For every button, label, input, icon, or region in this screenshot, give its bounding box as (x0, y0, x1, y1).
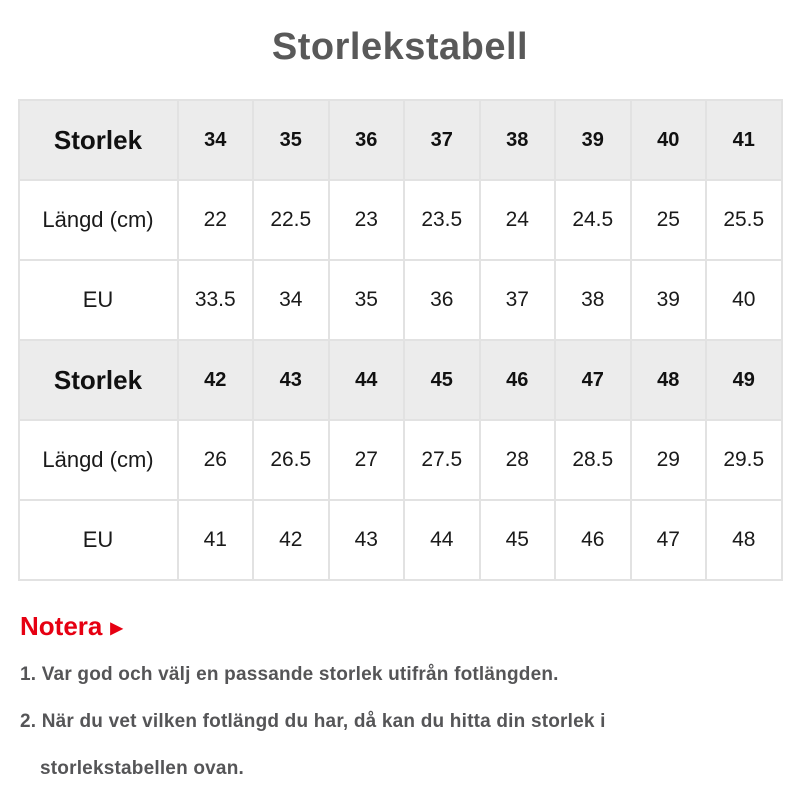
size-value-cell: 25.5 (706, 180, 782, 260)
row-label-cell: Längd (cm) (19, 180, 178, 260)
size-value-cell: 38 (555, 260, 631, 340)
size-value-cell: 48 (631, 340, 707, 420)
size-value-cell: 39 (631, 260, 707, 340)
size-value-cell: 26.5 (253, 420, 329, 500)
size-value-cell: 40 (706, 260, 782, 340)
size-value-cell: 24 (480, 180, 556, 260)
size-value-cell: 43 (329, 500, 405, 580)
size-value-cell: 49 (706, 340, 782, 420)
size-value-cell: 46 (555, 500, 631, 580)
size-value-cell: 34 (178, 100, 254, 180)
size-value-cell: 29.5 (706, 420, 782, 500)
table-row (19, 340, 782, 420)
notes-section (20, 611, 800, 780)
size-value-cell: 42 (253, 500, 329, 580)
size-value-cell: 35 (253, 100, 329, 180)
row-label-cell: EU (19, 260, 178, 340)
table-row (19, 180, 782, 260)
size-value-cell: 47 (555, 340, 631, 420)
size-value-cell: 27.5 (404, 420, 480, 500)
notes-list (20, 664, 800, 780)
size-value-cell: 29 (631, 420, 707, 500)
size-value-cell: 46 (480, 340, 556, 420)
size-value-cell: 33.5 (178, 260, 254, 340)
size-value-cell: 48 (706, 500, 782, 580)
size-value-cell: 35 (329, 260, 405, 340)
size-value-cell: 44 (329, 340, 405, 420)
size-value-cell: 40 (631, 100, 707, 180)
size-value-cell: 43 (253, 340, 329, 420)
note-line: storlekstabellen ovan. (40, 758, 244, 779)
size-value-cell: 28.5 (555, 420, 631, 500)
row-label-cell: Storlek (19, 340, 178, 420)
size-value-cell: 36 (404, 260, 480, 340)
row-label-cell: Storlek (19, 100, 178, 180)
size-value-cell: 22 (178, 180, 254, 260)
size-value-cell: 23.5 (404, 180, 480, 260)
row-label-cell: EU (19, 500, 178, 580)
size-value-cell: 24.5 (555, 180, 631, 260)
size-value-cell: 28 (480, 420, 556, 500)
size-value-cell: 41 (706, 100, 782, 180)
size-value-cell: 41 (178, 500, 254, 580)
table-row (19, 260, 782, 340)
table-row (19, 100, 782, 180)
size-value-cell: 25 (631, 180, 707, 260)
size-value-cell: 42 (178, 340, 254, 420)
size-table (18, 99, 783, 581)
note-line: 2. När du vet vilken fotlängd du har, då kan du hitta din storlek i (20, 711, 606, 732)
size-value-cell: 22.5 (253, 180, 329, 260)
page-title: Storlekstabell (271, 26, 529, 68)
size-value-cell: 36 (329, 100, 405, 180)
size-value-cell: 34 (253, 260, 329, 340)
table-row (19, 420, 782, 500)
notes-heading (20, 611, 800, 642)
right-arrow-icon: ▶ (110, 620, 123, 637)
size-value-cell: 37 (480, 260, 556, 340)
notes-heading-label: Notera (20, 611, 103, 641)
size-value-cell: 47 (631, 500, 707, 580)
size-value-cell: 45 (404, 340, 480, 420)
size-value-cell: 26 (178, 420, 254, 500)
size-value-cell: 39 (555, 100, 631, 180)
size-value-cell: 37 (404, 100, 480, 180)
note-line: 1. Var god och välj en passande storlek utifrån fotlängden. (20, 664, 559, 685)
size-value-cell: 27 (329, 420, 405, 500)
size-value-cell: 45 (480, 500, 556, 580)
table-row (19, 500, 782, 580)
size-value-cell: 38 (480, 100, 556, 180)
size-table-body (19, 100, 782, 580)
row-label-cell: Längd (cm) (19, 420, 178, 500)
size-value-cell: 23 (329, 180, 405, 260)
size-value-cell: 44 (404, 500, 480, 580)
